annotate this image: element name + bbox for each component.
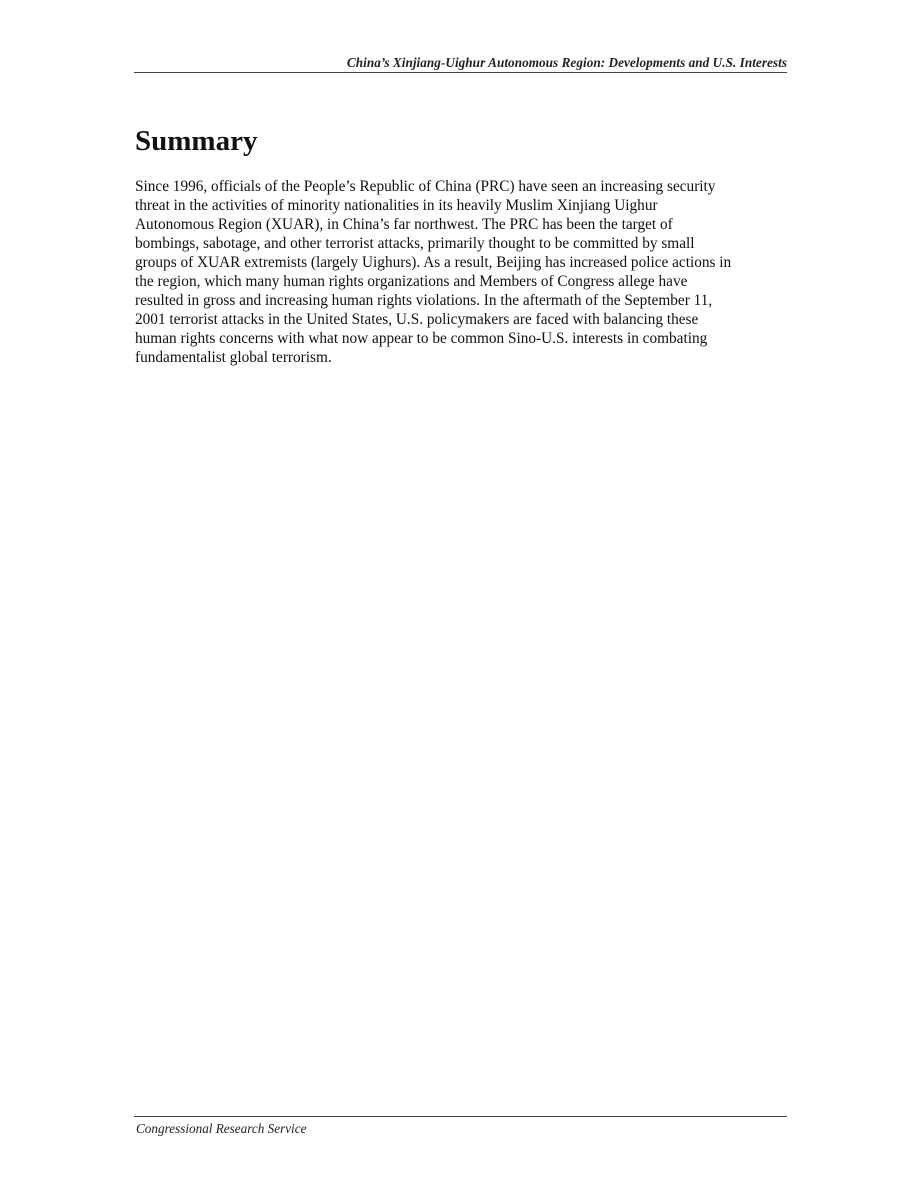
paragraph-line: human rights concerns with what now appear to be common Sino-U.S. interests in combating — [135, 330, 708, 347]
paragraph-line: 2001 terrorist attacks in the United States, U.S. policymakers are faced with balancing these — [135, 311, 699, 328]
header-rule — [134, 72, 787, 73]
paragraph-line: groups of XUAR extremists (largely Uighurs). As a result, Beijing has increased police actions in — [135, 254, 732, 271]
section-heading: Summary — [135, 125, 258, 157]
running-header-title: China’s Xinjiang-Uighur Autonomous Region: Developments and U.S. Interests — [346, 55, 787, 70]
paragraph-line: resulted in gross and increasing human rights violations. In the aftermath of the September 11, — [135, 292, 713, 309]
footer-rule — [134, 1116, 787, 1117]
paragraph-line: Since 1996, officials of the People’s Republic of China (PRC) have seen an increasing security — [135, 178, 716, 195]
paragraph-line: threat in the activities of minority nationalities in its heavily Muslim Xinjiang Uighur — [135, 197, 658, 214]
paragraph-line: fundamentalist global terrorism. — [135, 349, 332, 366]
paragraph-line: bombings, sabotage, and other terrorist attacks, primarily thought to be committed by small — [135, 235, 695, 252]
paragraph-line: the region, which many human rights organizations and Members of Congress allege have — [135, 273, 688, 290]
summary-paragraph — [135, 177, 795, 367]
running-footer-publisher: Congressional Research Service — [136, 1121, 307, 1136]
paragraph-line: Autonomous Region (XUAR), in China’s far northwest. The PRC has been the target of — [135, 216, 673, 233]
